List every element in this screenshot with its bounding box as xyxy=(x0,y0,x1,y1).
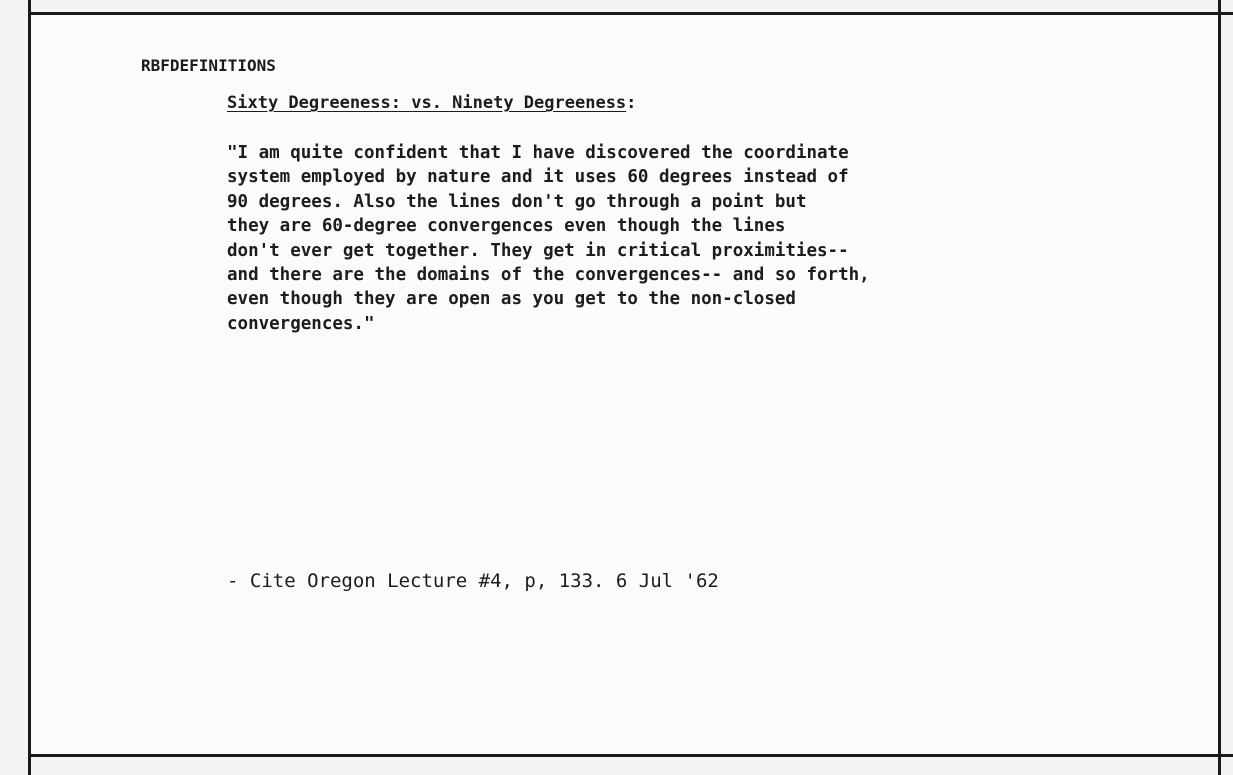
entry-title xyxy=(227,93,636,113)
card-right-border xyxy=(1218,0,1221,775)
quote-line: they are 60-degree convergences even though the lines xyxy=(227,216,786,237)
quote-line: convergences." xyxy=(227,313,375,334)
quote-line: and there are the domains of the convergences-- and so forth, xyxy=(227,265,870,286)
quote-line: 90 degrees. Also the lines don't go through a point but xyxy=(227,191,807,212)
citation: - Cite Oregon Lecture #4, p, 133. 6 Jul '62 xyxy=(227,570,719,592)
quote-line: even though they are open as you get to the non-closed xyxy=(227,289,796,310)
entry-title-colon: : xyxy=(626,93,637,113)
quote-block xyxy=(227,141,1127,336)
card-left-border xyxy=(28,0,31,775)
quote-line: "I am quite confident that I have discovered the coordinate xyxy=(227,143,849,163)
quote-line: don't ever get together. They get in critical proximities-- xyxy=(227,240,849,261)
quote-line: system employed by nature and it uses 60 degrees instead of xyxy=(227,167,849,188)
entry-title-text: Sixty Degreeness: vs. Ninety Degreeness xyxy=(227,93,627,113)
card-header: RBFDEFINITIONS xyxy=(141,56,276,75)
index-card xyxy=(30,14,1220,756)
card-bottom-border xyxy=(30,754,1233,757)
card-top-border xyxy=(30,12,1233,15)
